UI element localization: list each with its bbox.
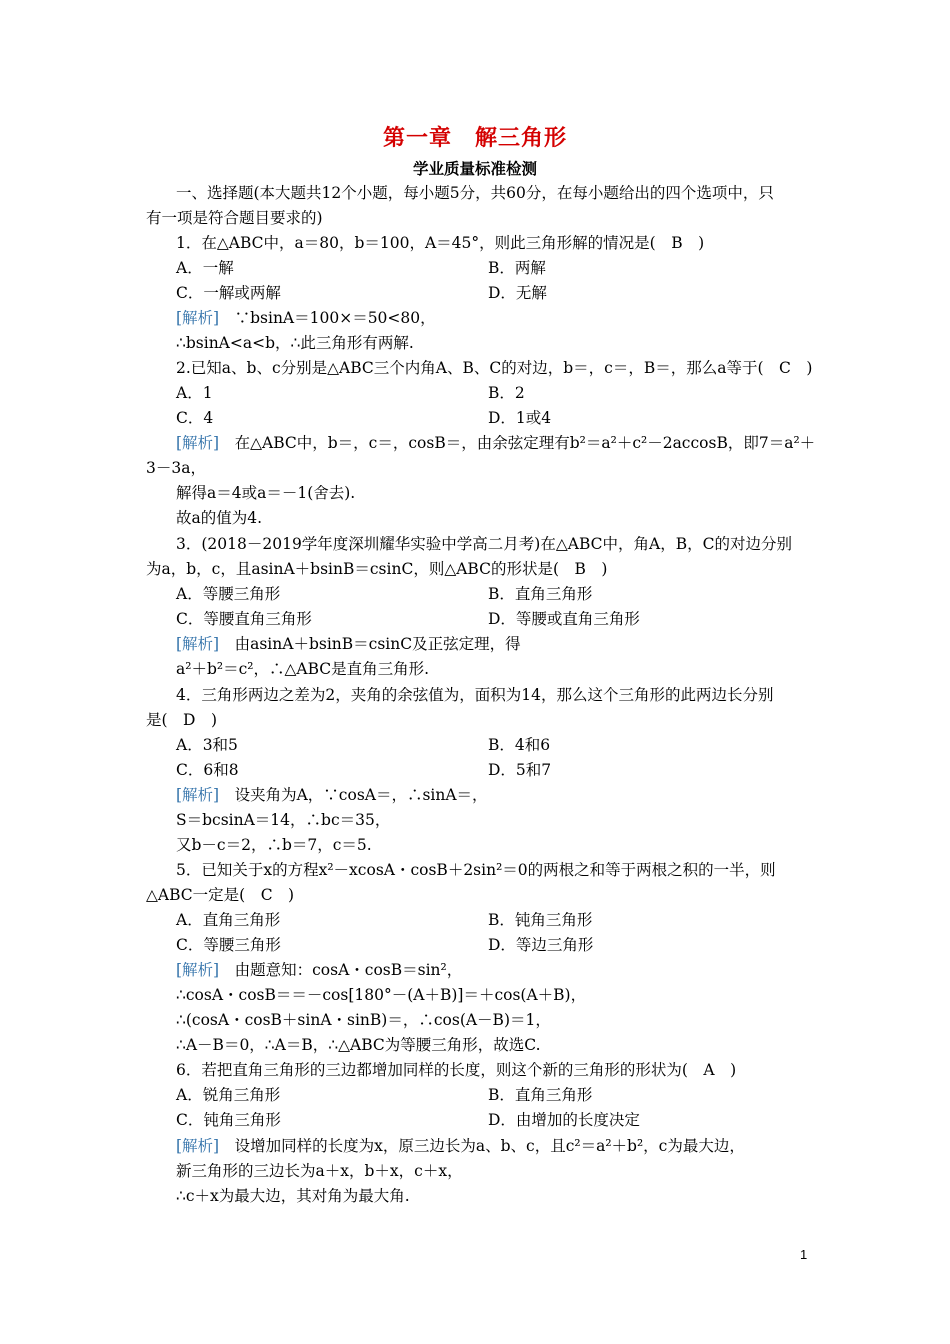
analysis-line: 新三角形的三边长为a＋x，b＋x，c＋x，: [176, 1162, 463, 1180]
page-subtitle: 学业质量标准检测: [412, 159, 537, 178]
option-b: B．两解: [488, 259, 546, 277]
option-a: A．1: [176, 384, 213, 402]
analysis-line: ∴bsinA<a<b，∴此三角形有两解.: [176, 334, 414, 352]
option-c: C．等腰三角形: [176, 936, 281, 954]
analysis-label: [解析]: [176, 309, 220, 327]
question-stem: 6．若把直角三角形的三边都增加同样的长度，则这个新的三角形的形状为( A ): [176, 1061, 737, 1079]
option-d: D．等边三角形: [488, 936, 594, 954]
option-a: A．锐角三角形: [176, 1086, 281, 1104]
analysis-label: [解析]: [176, 786, 220, 804]
analysis-line: ∴c＋x为最大边，其对角为最大角.: [176, 1187, 410, 1205]
question-stem: 是( D ): [146, 711, 218, 729]
analysis-text: ∵bsinA＝100×＝50<80，: [219, 309, 436, 327]
option-c: C．钝角三角形: [176, 1111, 281, 1129]
analysis-line: [176, 1135, 745, 1157]
analysis-line: 3－3a，: [146, 459, 206, 477]
analysis-line: a²＋b²＝c²，∴△ABC是直角三角形.: [176, 660, 430, 678]
question-stem: 5．已知关于x的方程x²－xcosA・cosB＋2sin²＝0的两根之和等于两根之积的一半，则: [176, 861, 776, 879]
intro-line: 有一项是符合题目要求的): [146, 209, 323, 227]
question-stem: 1．在△ABC中，a＝80，b＝100，A＝45°，则此三角形解的情况是( B ): [176, 234, 705, 252]
analysis-line: ∴A－B＝0，∴A＝B，∴△ABC为等腰三角形，故选C.: [176, 1036, 541, 1054]
analysis-line: ∴cosA・cosB＝＝－cos[180°－(A＋B)]＝＋cos(A＋B)，: [176, 986, 587, 1004]
analysis-line: 又b－c＝2，∴b＝7，c＝5.: [176, 836, 372, 854]
analysis-text: 设增加同样的长度为x，原三边长为a、b、c，且c²＝a²＋b²，c为最大边，: [219, 1137, 745, 1155]
option-d: D．等腰或直角三角形: [488, 610, 640, 628]
option-d: D．由增加的长度决定: [488, 1111, 640, 1129]
analysis-text: 设夹角为A，∵cosA＝，∴sinA＝，: [219, 786, 488, 804]
option-c: C．等腰直角三角形: [176, 610, 312, 628]
option-c: C．一解或两解: [176, 284, 281, 302]
option-b: B．直角三角形: [488, 585, 593, 603]
analysis-line: 解得a＝4或a＝－1(舍去).: [176, 484, 356, 502]
analysis-label: [解析]: [176, 1137, 220, 1155]
option-c: C．6和8: [176, 761, 239, 779]
option-a: A．直角三角形: [176, 911, 281, 929]
analysis-line: [176, 633, 521, 655]
analysis-text: 由asinA＋bsinB＝csinC及正弦定理，得: [219, 635, 521, 653]
analysis-line: [176, 959, 462, 981]
option-d: D．1或4: [488, 409, 552, 427]
analysis-line: [176, 784, 488, 806]
option-b: B．钝角三角形: [488, 911, 593, 929]
analysis-line: ∴(cosA・cosB＋sinA・sinB)＝，∴cos(A－B)＝1，: [176, 1011, 551, 1029]
question-stem: 2.已知a、b、c分别是△ABC三个内角A、B、C的对边，b＝，c＝，B＝，那么a等于( C ): [176, 359, 813, 377]
analysis-line: 故a的值为4.: [176, 509, 263, 527]
option-d: D．无解: [488, 284, 547, 302]
analysis-line: [176, 307, 436, 329]
analysis-label: [解析]: [176, 434, 220, 452]
page-title: 第一章 解三角形: [382, 125, 567, 151]
analysis-label: [解析]: [176, 635, 220, 653]
option-b: B．2: [488, 384, 525, 402]
option-b: B．4和6: [488, 736, 551, 754]
question-stem: 3．(2018－2019学年度深圳耀华实验中学高二月考)在△ABC中，角A，B，C的对边分别: [176, 535, 792, 553]
analysis-text: 在△ABC中，b＝，c＝，cosB＝，由余弦定理有b²＝a²＋c²－2accosB，即7＝a²＋: [219, 434, 816, 452]
analysis-line: [176, 432, 815, 454]
option-a: A．3和5: [176, 736, 238, 754]
option-d: D．5和7: [488, 761, 552, 779]
option-a: A．等腰三角形: [176, 585, 281, 603]
question-stem: 为a，b，c，且asinA＋bsinB＝csinC，则△ABC的形状是( B ): [146, 560, 608, 578]
intro-line: 一、选择题(本大题共12个小题，每小题5分，共60分，在每小题给出的四个选项中，只: [176, 184, 774, 202]
analysis-line: S＝bcsinA＝14，∴bc＝35，: [176, 811, 391, 829]
option-c: C．4: [176, 409, 214, 427]
option-b: B．直角三角形: [488, 1086, 593, 1104]
option-a: A．一解: [176, 259, 234, 277]
question-stem: 4．三角形两边之差为2，夹角的余弦值为，面积为14，那么这个三角形的此两边长分别: [176, 686, 774, 704]
question-stem: △ABC一定是( C ): [146, 886, 295, 904]
page-number: 1: [800, 1247, 808, 1262]
analysis-label: [解析]: [176, 961, 220, 979]
analysis-text: 由题意知：cosA・cosB＝sin²，: [219, 961, 463, 979]
